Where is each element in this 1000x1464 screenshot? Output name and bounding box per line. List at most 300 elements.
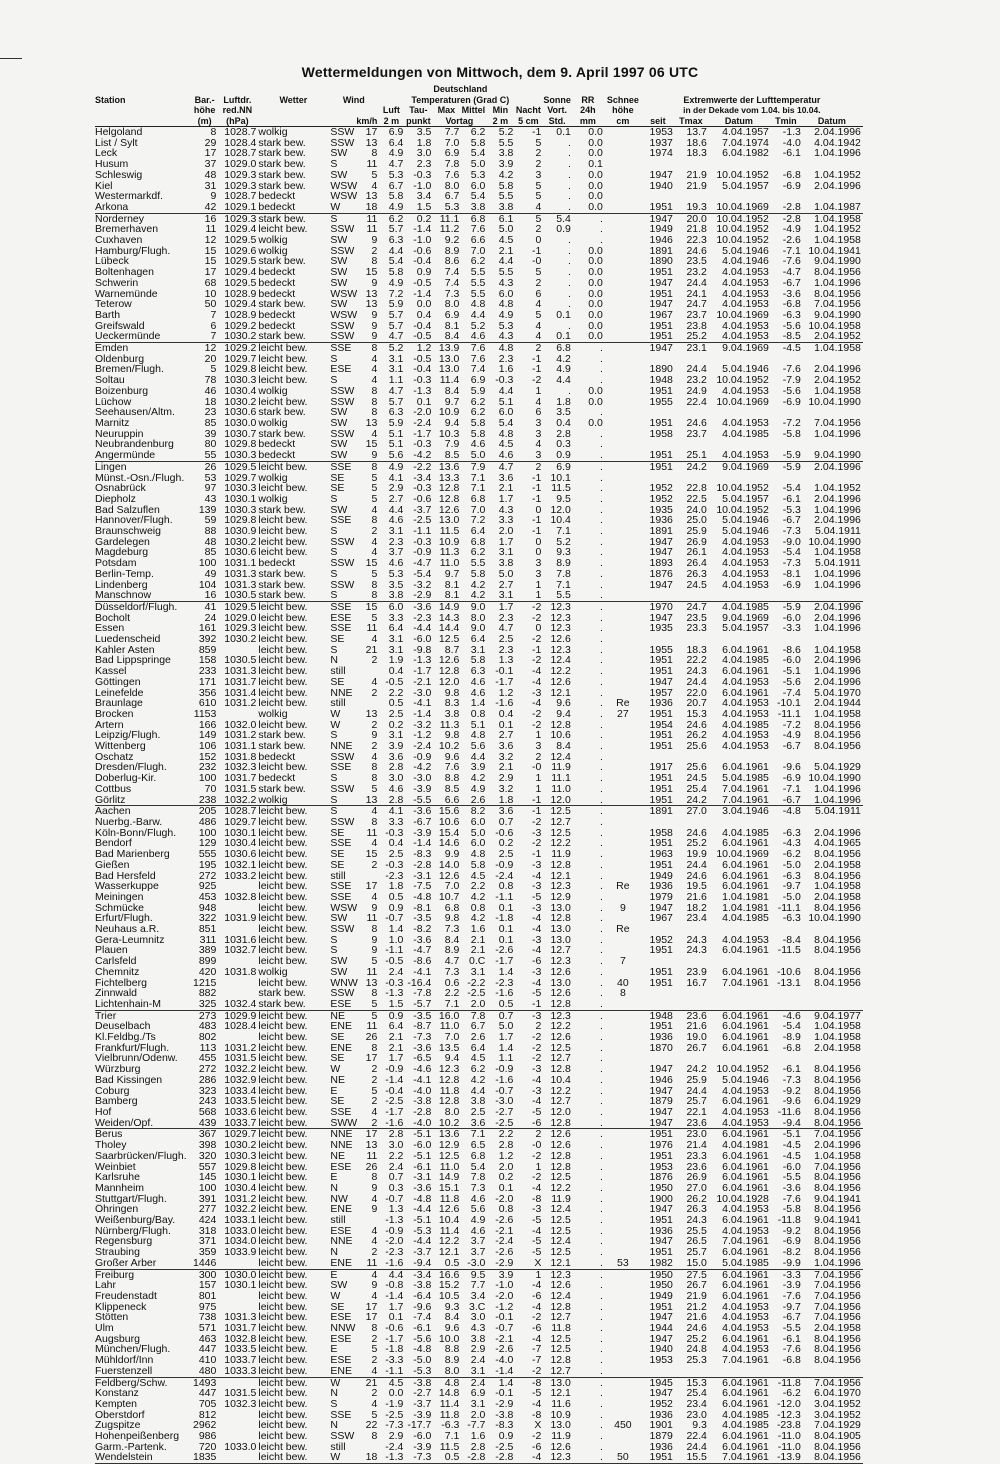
bar-height-cell: 195 xyxy=(198,859,217,871)
table-row xyxy=(95,1312,863,1323)
tmin-cell: -9.4 xyxy=(771,1118,803,1129)
snow-cell xyxy=(605,1388,643,1399)
bar-height-cell: 37 xyxy=(204,159,217,170)
precip-cell: . xyxy=(599,773,603,784)
tmax-date-cell: 6.04.1961 xyxy=(722,1280,769,1291)
station-cell: Doberlug-Kir. xyxy=(95,773,157,784)
wind-speed-cell: 4 xyxy=(371,1193,378,1205)
bar-height-cell: 85 xyxy=(204,547,217,559)
temp-night-cell: -2 xyxy=(532,817,542,828)
station-cell: Vielbrunn/Odenw. xyxy=(95,1053,178,1065)
wind-speed-cell: 9 xyxy=(371,1204,378,1216)
pressure-cell: 1030.2 xyxy=(224,536,257,548)
temp-mean-cell: 4.9 xyxy=(470,783,486,795)
since-cell: 1958 xyxy=(649,827,673,839)
bar-height-cell: 705 xyxy=(198,1398,217,1410)
sunshine-cell: . xyxy=(567,137,571,149)
tmin-cell: -6.0 xyxy=(782,612,801,624)
wind-dir-cell: E xyxy=(330,1344,338,1356)
pressure-cell: 1032.2 xyxy=(218,795,258,806)
since-cell: 1879 xyxy=(649,1096,673,1107)
precip-cell: . xyxy=(599,1064,603,1075)
wind-dir-cell: SSE xyxy=(330,891,352,903)
temp-min-cell: 2.9 xyxy=(498,773,514,784)
temp-air-cell: 1.5 xyxy=(379,999,405,1010)
tmax-cell: 23.4 xyxy=(686,913,707,925)
temp-night-cell: 0 xyxy=(535,504,542,516)
bar-height-cell: 568 xyxy=(198,1106,217,1118)
snow-cell xyxy=(605,450,643,461)
wind-speed-cell: 22 xyxy=(365,1420,378,1432)
since-cell: 1957 xyxy=(649,687,673,699)
snow-cell xyxy=(605,590,643,601)
snow-cell xyxy=(605,1064,643,1075)
temp-min-cell: 0.9 xyxy=(498,1431,514,1442)
tmax-cell xyxy=(675,354,709,365)
tmin-cell: -6.1 xyxy=(782,1333,801,1345)
wind-dir-cell: W xyxy=(330,1064,341,1075)
tmin-date-cell: 8.04.1956 xyxy=(814,1182,861,1194)
since-cell: 1952 xyxy=(649,934,673,946)
wind-speed-cell: 26 xyxy=(365,1161,378,1173)
temp-mean-cell: 4.6 xyxy=(470,1193,486,1205)
bar-height-cell: 9 xyxy=(210,191,217,202)
station-cell: Regensburg xyxy=(95,1236,153,1248)
temp-night-cell: -8 xyxy=(532,1377,542,1389)
table-row xyxy=(95,1215,863,1226)
temp-night-cell: 4 xyxy=(535,439,542,451)
tmin-cell: -11.5 xyxy=(777,945,801,957)
snow-cell xyxy=(605,688,643,699)
table-row xyxy=(95,1053,863,1064)
temp-air-cell: 2.7 xyxy=(388,493,404,505)
tmin-date-cell: 8.04.1956 xyxy=(814,288,861,300)
tmin-date-cell: 2.04.1996 xyxy=(814,655,861,667)
table-row xyxy=(95,988,863,999)
weather-cell: leicht bew. xyxy=(258,956,308,967)
table-row xyxy=(95,569,863,580)
snow-cell xyxy=(605,1215,643,1226)
bar-height-cell: 899 xyxy=(198,956,217,967)
wind-dir-cell: SSW xyxy=(330,396,355,408)
tmin-cell: -6.1 xyxy=(782,493,801,505)
bar-height-cell: 325 xyxy=(193,999,218,1010)
wind-dir-cell: SSW xyxy=(330,224,355,236)
tmax-cell: 23.7 xyxy=(686,309,707,321)
weather-cell: leicht bew. xyxy=(258,977,308,989)
table-row xyxy=(95,709,863,720)
wind-dir-cell: W xyxy=(330,1452,362,1463)
precip-cell: . xyxy=(599,1333,603,1345)
temp-air-cell: -0.7 xyxy=(385,913,404,925)
temp-max-cell: 9.7 xyxy=(444,396,460,408)
temp-night-cell: -2 xyxy=(532,612,542,624)
tmin-cell: -7.3 xyxy=(782,558,801,569)
wind-dir-cell: ESE xyxy=(330,1161,352,1173)
temp-night-cell: 1 xyxy=(535,730,542,742)
temp-mean-cell: 2.2 xyxy=(470,881,486,892)
station-cell: Diepholz xyxy=(95,493,136,505)
pressure-cell xyxy=(218,956,258,967)
bar-height-cell: 720 xyxy=(198,1441,217,1453)
tmax-date-cell: 4.04.1985 xyxy=(722,655,769,667)
wind-speed-cell: 13 xyxy=(365,417,378,429)
temp-max-cell: 11.8 xyxy=(439,1085,460,1097)
precip-cell: 0.1 xyxy=(588,159,603,170)
tmin-date-cell: 2.04.1996 xyxy=(814,493,861,505)
dewpoint-cell: 0.4 xyxy=(416,309,432,321)
tmax-date-cell: 10.04.1969 xyxy=(716,396,769,408)
since-cell: 1936 xyxy=(649,1409,673,1421)
temp-min-cell: -2.5 xyxy=(487,1118,515,1129)
weather-cell: stark bew. xyxy=(258,783,306,795)
tmax-date-cell: 6.04.1961 xyxy=(722,1150,769,1162)
tmax-date-cell: 5.04.1957 xyxy=(722,623,769,635)
temp-mean-cell: 1.6 xyxy=(470,1431,486,1442)
tmin-cell: -5.1 xyxy=(782,666,801,677)
tmin-cell: -13.9 xyxy=(771,1452,803,1463)
table-row xyxy=(95,623,863,634)
temp-max-cell: 12.6 xyxy=(438,1204,460,1216)
pressure-cell xyxy=(218,1258,258,1269)
wind-speed-cell: 2 xyxy=(371,1355,378,1366)
since-cell xyxy=(643,924,675,935)
tmax-cell: 24.3 xyxy=(686,945,707,957)
sunshine-cell: 10.6 xyxy=(550,730,571,742)
header-hoehe: höhe xyxy=(193,105,216,115)
station-cell: Öhringen xyxy=(95,1204,139,1216)
pressure-cell: 1031.8 xyxy=(224,751,257,763)
tmax-cell: 23.6 xyxy=(675,1118,709,1129)
sunshine-cell: 12.5 xyxy=(550,1333,571,1345)
tmin-date-cell: 8.04.1956 xyxy=(814,719,861,731)
tmin-date-cell: 8.04.1956 xyxy=(814,966,861,978)
table-row xyxy=(95,892,863,903)
tmin-cell: -10.6 xyxy=(776,966,801,978)
dewpoint-cell: -5.1 xyxy=(413,1128,432,1141)
sunshine-cell: 12.3 xyxy=(543,1452,573,1463)
temp-night-cell: 1 xyxy=(535,1269,542,1281)
snow-cell xyxy=(605,720,643,731)
temp-min-cell: 0.1 xyxy=(498,924,514,935)
temp-night-cell: 6 xyxy=(535,288,542,300)
weather-cell: leicht bew. xyxy=(258,698,308,709)
temp-mean-cell: 7.1 xyxy=(470,1128,486,1141)
dewpoint-cell: -4.4 xyxy=(413,623,432,635)
temp-max-cell: 9.7 xyxy=(444,568,460,580)
tmax-date-cell: 4.04.1953 xyxy=(722,698,769,709)
temp-max-cell: 14.6 xyxy=(438,838,460,850)
table-row xyxy=(95,505,863,516)
temp-min-cell: -2.0 xyxy=(495,1290,514,1302)
station-cell: Bremerhaven xyxy=(95,224,159,236)
tmin-cell: -6.8 xyxy=(782,1355,801,1366)
snow-cell xyxy=(605,1334,643,1345)
snow-cell xyxy=(605,1399,643,1410)
precip-cell: . xyxy=(599,1431,603,1442)
table-row xyxy=(95,1075,863,1086)
temp-max-cell: 7.1 xyxy=(433,999,461,1010)
since-cell: 1951 xyxy=(643,450,675,461)
sunshine-cell: 12.6 xyxy=(550,676,571,688)
temp-min-cell: -0.9 xyxy=(495,859,514,871)
wind-dir-cell: S xyxy=(330,1398,338,1410)
temp-max-cell: 11.5 xyxy=(439,526,460,537)
temp-air-cell: 5.8 xyxy=(388,191,404,202)
precip-cell: 0.0 xyxy=(573,202,605,213)
table-row xyxy=(95,138,863,149)
temp-night-cell: 0 xyxy=(535,235,542,246)
tmax-date-cell: 10.04.1969 xyxy=(716,849,769,860)
header-tau: Tau- xyxy=(409,105,428,115)
tmax-date-cell: 6.04.1961 xyxy=(722,1290,769,1302)
temp-night-cell: -1 xyxy=(532,644,542,656)
temp-night-cell: -4 xyxy=(532,977,542,989)
temp-mean-cell: 8.0 xyxy=(470,612,486,624)
precip-cell: . xyxy=(599,579,603,591)
tmin-cell xyxy=(771,634,803,645)
table-header xyxy=(95,84,863,127)
tmax-cell: 24.7 xyxy=(686,601,707,613)
tmin-cell: -5.8 xyxy=(782,1204,801,1216)
station-cell: Lindenberg xyxy=(95,579,148,591)
pressure-cell: 1031.3 xyxy=(224,666,257,677)
table-row xyxy=(95,1118,863,1129)
temp-min-cell: -0.9 xyxy=(495,1064,514,1075)
tmin-date-cell: 7.04.1956 xyxy=(814,1290,861,1302)
station-cell: Augsburg xyxy=(95,1333,140,1345)
pressure-cell: 1033.1 xyxy=(224,1215,257,1226)
wind-dir-cell: ESE xyxy=(330,999,362,1010)
snow-cell xyxy=(605,634,643,645)
temp-min-cell: 0.1 xyxy=(498,719,514,731)
station-cell: Garm.-Partenk. xyxy=(95,1441,167,1453)
bar-height-cell: 139 xyxy=(198,504,217,516)
sunshine-cell: . xyxy=(567,320,571,332)
tmax-cell: 22.1 xyxy=(686,1106,707,1118)
pressure-cell xyxy=(218,924,258,935)
sunshine-cell: 7.8 xyxy=(556,568,571,580)
dewpoint-cell: -8.6 xyxy=(413,956,432,967)
tmin-cell: -7.6 xyxy=(782,1344,801,1356)
temp-max-cell: 14.3 xyxy=(438,612,460,624)
bar-height-cell: 100 xyxy=(198,773,217,784)
wind-dir-cell: W xyxy=(330,708,341,720)
sunshine-cell: 12.3 xyxy=(550,1010,571,1022)
wind-speed-cell: 2 xyxy=(371,1247,378,1258)
sunshine-cell: 13.0 xyxy=(550,977,571,989)
temp-night-cell: 0 xyxy=(535,536,542,548)
precip-cell: 0.0 xyxy=(573,331,605,342)
tmin-date-cell: 8.04.1956 xyxy=(814,741,861,752)
pressure-cell: 1030.4 xyxy=(224,1182,257,1194)
pressure-cell: 1030.5 xyxy=(224,655,257,667)
dewpoint-cell: -1.4 xyxy=(413,224,432,236)
snow-cell xyxy=(605,494,643,505)
tmax-date-cell: 4.04.1953 xyxy=(722,547,769,559)
bar-height-cell: 42 xyxy=(193,202,218,213)
header-tmin: Tmin xyxy=(771,116,803,127)
temp-max-cell: 7.3 xyxy=(444,966,460,978)
table-row xyxy=(95,1236,863,1247)
tmax-cell xyxy=(675,924,709,935)
station-cell: Osnabrück xyxy=(95,483,146,494)
wind-dir-cell: SSE xyxy=(330,881,352,892)
tmin-cell: -6.3 xyxy=(782,827,801,839)
since-cell: 1947 xyxy=(649,902,673,914)
weather-cell: stark bew. xyxy=(258,180,306,192)
sunshine-cell: . xyxy=(567,159,571,170)
temp-max-cell: 12.1 xyxy=(438,1247,460,1258)
sunshine-cell: 0.4 xyxy=(556,417,571,429)
pressure-cell: 1032.3 xyxy=(224,1398,257,1410)
pressure-cell: 1031.6 xyxy=(224,934,257,946)
weather-cell: bedeckt xyxy=(258,267,296,278)
snow-cell xyxy=(605,1366,643,1377)
weather-cell: wolkig xyxy=(258,493,288,505)
dewpoint-cell: -9.8 xyxy=(413,644,432,656)
since-cell: 1967 xyxy=(649,913,673,925)
bar-height-cell: 53 xyxy=(204,472,217,484)
temp-air-cell: -1.7 xyxy=(385,1106,404,1118)
since-cell xyxy=(643,634,675,645)
temp-mean-cell: 3.7 xyxy=(470,1247,486,1258)
temp-mean-cell: 6.4 xyxy=(470,1042,486,1054)
station-cell: Bendorf xyxy=(95,838,132,850)
sunshine-cell: 11.9 xyxy=(551,762,571,774)
tmax-cell: 23.2 xyxy=(686,375,707,386)
temp-mean-cell: 5.9 xyxy=(470,385,486,397)
tmin-date-cell: 2.04.1958 xyxy=(814,1042,861,1054)
precip-cell: 0.0 xyxy=(588,169,603,181)
tmax-date-cell: 4.04.1953 xyxy=(722,267,769,278)
temp-min-cell: 3.8 xyxy=(498,148,514,160)
precip-cell: . xyxy=(599,805,603,817)
since-cell: 1950 xyxy=(649,1269,673,1281)
bar-height-cell: 925 xyxy=(198,881,217,892)
snow-cell xyxy=(605,806,643,817)
wind-speed-cell: 15 xyxy=(365,558,378,569)
weather-cell: bedeckt xyxy=(258,450,330,461)
weather-cell: leicht bew. xyxy=(258,1258,330,1269)
precip-cell: 0.0 xyxy=(588,299,603,310)
snow-cell xyxy=(605,871,643,882)
tmin-cell: -2.6 xyxy=(782,235,801,246)
tmin-cell: -9.9 xyxy=(771,1258,803,1269)
tmin-date-cell: 1.04.1958 xyxy=(814,547,861,559)
temp-min-cell: -1.2 xyxy=(495,1301,514,1313)
wind-speed-cell: 5 xyxy=(371,1409,378,1421)
wind-speed-cell: 13 xyxy=(365,1140,378,1151)
table-row xyxy=(95,1204,863,1215)
temp-min-cell: 2.3 xyxy=(498,353,514,365)
precip-cell: 0.0 xyxy=(588,385,603,397)
wind-dir-cell: S xyxy=(330,568,338,580)
sunshine-cell: . xyxy=(567,169,571,181)
tmax-cell: 25.2 xyxy=(675,331,709,342)
temp-mean-cell: 2.4 xyxy=(470,1377,486,1389)
header-hpa: (hPa) xyxy=(218,116,258,127)
station-cell: Essen xyxy=(95,623,125,635)
since-cell: 1947 xyxy=(649,299,673,310)
temp-air-cell: 6.3 xyxy=(388,235,404,246)
sunshine-cell: 13.0 xyxy=(550,1377,571,1389)
header-luftdr: Luftdr. xyxy=(223,94,252,105)
weather-cell: bedeckt xyxy=(258,277,296,289)
precip-cell: . xyxy=(573,795,605,806)
temp-max-cell: 14.4 xyxy=(438,623,460,635)
temp-max-cell: 9.8 xyxy=(444,913,460,925)
tmax-cell: 15.3 xyxy=(686,1377,707,1389)
sunshine-cell: 12.3 xyxy=(550,612,571,624)
tmax-date-cell: 6.04.1961 xyxy=(722,1431,769,1442)
precip-cell: . xyxy=(599,1441,603,1453)
temp-mean-cell: -2.2 xyxy=(467,977,486,989)
wind-dir-cell: S xyxy=(330,353,338,365)
temp-max-cell: 8.4 xyxy=(444,1312,460,1324)
dewpoint-cell: -3.6 xyxy=(413,805,432,817)
snow-cell xyxy=(605,580,643,591)
temp-max-cell: 15.1 xyxy=(438,1182,460,1194)
temp-night-cell: 3 xyxy=(535,417,542,429)
temp-max-cell: 12.0 xyxy=(438,676,460,688)
since-cell xyxy=(643,354,675,365)
wind-dir-cell: N xyxy=(330,1420,338,1432)
table-row xyxy=(95,1247,863,1258)
tmax-cell: 25.3 xyxy=(686,1355,707,1366)
tmax-date-cell: 4.04.1953 xyxy=(709,450,771,461)
temp-max-cell: 7.6 xyxy=(444,169,460,181)
dewpoint-cell: -3.2 xyxy=(413,719,432,731)
tmin-date-cell: 3.04.1952 xyxy=(814,1409,861,1421)
temp-min-cell: -2.9 xyxy=(495,1398,514,1410)
table-row xyxy=(95,310,863,321)
bar-height-cell: 48 xyxy=(204,536,217,548)
snow-cell xyxy=(605,397,643,408)
weather-cell: stark bew. xyxy=(258,169,306,181)
tmin-cell xyxy=(771,159,803,170)
temp-min-cell: 2.1 xyxy=(498,762,514,774)
snow-cell xyxy=(605,181,643,192)
sunshine-cell: . xyxy=(567,299,571,310)
wind-speed-cell: 4 xyxy=(362,1366,379,1377)
wind-speed-cell: 13 xyxy=(365,977,378,989)
temp-min-cell: -1.6 xyxy=(495,988,514,999)
header-min: Min xyxy=(492,105,509,115)
station-cell: Fichtelberg xyxy=(95,977,147,989)
sunshine-cell: 9.5 xyxy=(556,493,571,505)
weather-cell: leicht bew. xyxy=(258,461,308,473)
pressure-cell: 1031.5 xyxy=(224,783,257,795)
temp-air-cell: 0.4 xyxy=(388,666,404,677)
pressure-cell: 1029.5 xyxy=(224,461,257,473)
sunshine-cell: 12.8 xyxy=(550,913,571,925)
tmax-cell: 15.3 xyxy=(686,708,707,720)
station-cell: Straubing xyxy=(95,1247,140,1258)
precip-cell: . xyxy=(599,536,603,548)
tmin-cell: -6.7 xyxy=(782,1312,801,1324)
dewpoint-cell: -3.8 xyxy=(413,1096,432,1107)
since-cell xyxy=(643,159,675,170)
temp-air-cell: 1.7 xyxy=(388,1053,404,1065)
bar-height-cell: 286 xyxy=(198,1074,217,1086)
temp-air-cell: 2.9 xyxy=(388,483,404,494)
weather-cell: bedeckt xyxy=(258,773,296,784)
tmax-date-cell: 6.04.1961 xyxy=(722,1333,769,1345)
station-cell: Bad Kissingen xyxy=(95,1074,163,1086)
precip-cell: . xyxy=(599,1204,603,1216)
dewpoint-cell: -3.5 xyxy=(413,913,432,925)
